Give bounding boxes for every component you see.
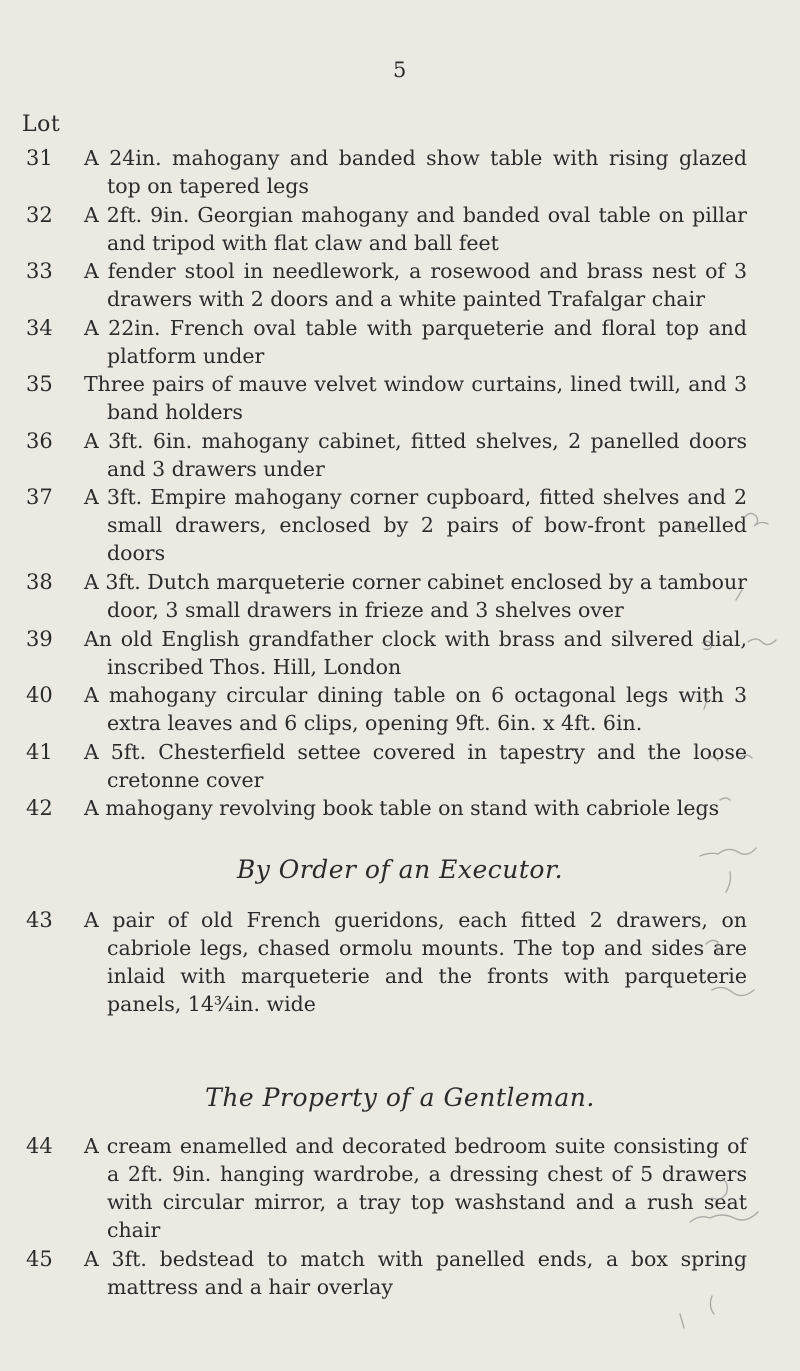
lot-description: A 2ft. 9in. Georgian mahogany and banded oval table on pillar and tripod with flat claw and ball feet bbox=[84, 203, 747, 255]
lot-number: 40 bbox=[26, 683, 53, 707]
lot-number: 44 bbox=[26, 1134, 53, 1158]
lot-description: A 24in. mahogany and banded show table with rising glazed top on tapered legs bbox=[84, 146, 747, 198]
section-title: The Property of a Gentleman. bbox=[205, 1083, 595, 1112]
lot-number: 36 bbox=[26, 429, 53, 453]
lot-description: A 3ft. Empire mahogany corner cupboard, fitted shelves and 2 small drawers, enclosed by 2 pairs of bow-front panelled doors bbox=[84, 485, 747, 565]
lot-description: Three pairs of mauve velvet window curtains, lined twill, and 3 band holders bbox=[84, 372, 747, 424]
lot-number: 43 bbox=[26, 908, 53, 932]
lot-description: A 22in. French oval table with parqueterie and floral top and platform under bbox=[84, 316, 747, 368]
lot-number: 41 bbox=[26, 740, 53, 764]
page-number: 5 bbox=[393, 58, 407, 82]
lot-number: 35 bbox=[26, 372, 53, 396]
pencil-mark bbox=[744, 513, 768, 526]
lot-number: 34 bbox=[26, 316, 53, 340]
lot-description: A pair of old French gueridons, each fitted 2 drawers, on cabriole legs, chased ormolu mounts. The top and sides are inlaid with marqueterie and the fronts with parqueterie panels, 14¾in. wide bbox=[84, 908, 747, 1016]
pencil-mark bbox=[680, 1314, 684, 1328]
lot-description: A 5ft. Chesterfield settee covered in tapestry and the loose cretonne cover bbox=[84, 740, 747, 792]
lot-number: 45 bbox=[26, 1247, 53, 1271]
lot-column-heading: Lot bbox=[22, 112, 61, 137]
lot-number: 33 bbox=[26, 259, 53, 283]
lot-number: 31 bbox=[26, 146, 53, 170]
lot-number: 32 bbox=[26, 203, 53, 227]
lot-description: An old English grandfather clock with brass and silvered dial, inscribed Thos. Hill, London bbox=[84, 627, 747, 679]
lot-number: 38 bbox=[26, 570, 53, 594]
lot-number: 37 bbox=[26, 485, 53, 509]
lot-description: A 3ft. 6in. mahogany cabinet, fitted shelves, 2 panelled doors and 3 drawers under bbox=[84, 429, 747, 481]
pencil-mark bbox=[748, 639, 776, 645]
lot-description: A mahogany revolving book table on stand with cabriole legs bbox=[84, 796, 720, 820]
lot-description: A cream enamelled and decorated bedroom suite consisting of a 2ft. 9in. hanging wardrobe, a dressing chest of 5 drawers with circular mirror, a tray top washstand and a rush seat chair bbox=[84, 1134, 747, 1242]
lot-number: 42 bbox=[26, 796, 53, 820]
lot-description: A mahogany circular dining table on 6 octagonal legs with 3 extra leaves and 6 clips, opening 9ft. 6in. x 4ft. 6in. bbox=[84, 683, 747, 735]
section-title: By Order of an Executor. bbox=[236, 855, 564, 884]
lot-description: A 3ft. bedstead to match with panelled ends, a box spring mattress and a hair overlay bbox=[84, 1247, 747, 1299]
lot-number: 39 bbox=[26, 627, 53, 651]
lot-description: A fender stool in needlework, a rosewood and brass nest of 3 drawers with 2 doors and a white painted Trafalgar chair bbox=[84, 259, 747, 311]
lot-description: A 3ft. Dutch marqueterie corner cabinet enclosed by a tambour door, 3 small drawers in frieze and 3 shelves over bbox=[84, 570, 747, 622]
